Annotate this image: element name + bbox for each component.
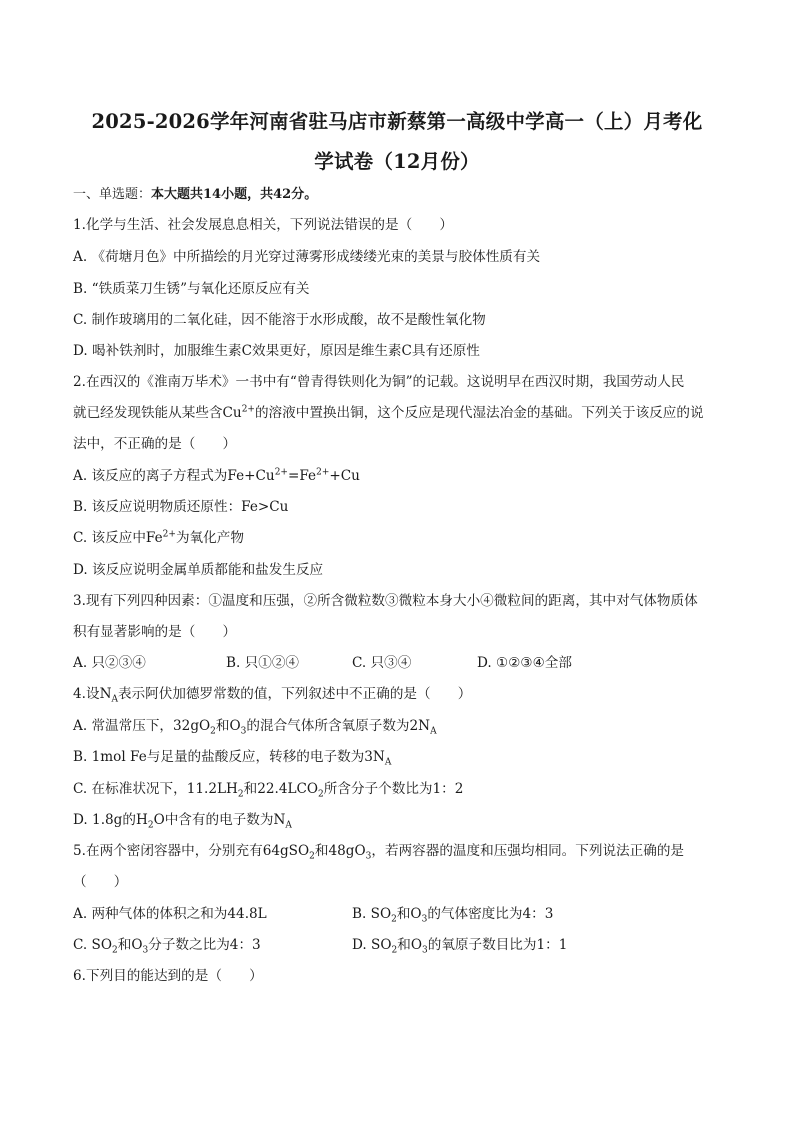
subscript: 2: [318, 789, 324, 800]
subscript: 3: [142, 945, 149, 956]
text-run: 表示阿伏加德罗常数的值，下列叙述中不正确的是（ ）: [117, 686, 472, 702]
question-5-stem-line-2: （ ）: [73, 874, 128, 890]
question-3-stem-line-1: 3.现有下列四种因素：①温度和压强，②所含微粒数③微粒本身大小④微粒间的距离，其中对气体物质体: [73, 593, 698, 609]
subscript: 3: [365, 851, 372, 862]
superscript: 2+: [162, 529, 176, 540]
text-run: 5.在两个密闭容器中，分别充有64gSO: [73, 843, 310, 859]
question-1-stem: 1.化学与生活、社会发展息息相关，下列说法错误的是（ ）: [73, 217, 453, 233]
question-2-option-a: [73, 467, 360, 485]
question-4-option-d: [73, 811, 292, 829]
question-3-option-c: C. 只③④: [352, 655, 412, 671]
text-run: =Fe: [287, 468, 317, 484]
question-5-option-d: [352, 936, 567, 954]
superscript: 2+: [316, 467, 330, 478]
subscript: 2: [391, 914, 397, 925]
text-run: A. 该反应的离子方程式为Fe+Cu: [73, 468, 275, 484]
exam-title-line-1: 2025-2026学年河南省驻马店市新蔡第一高级中学高一（上）月考化: [91, 110, 703, 133]
question-1-option-c: C. 制作玻璃用的二氧化硅，因不能溶于水形成酸，故不是酸性氧化物: [73, 312, 486, 328]
question-2-stem-line-1: 2.在西汉的《淮南万毕术》一书中有“曾青得铁则化为铜”的记载。这说明早在西汉时期，我国劳动人民: [73, 374, 685, 390]
subscript: 2: [391, 945, 398, 956]
subscript: A: [285, 820, 292, 831]
question-4-option-c: [73, 780, 463, 798]
question-1-option-b: B. “铁质菜刀生锈”与氧化还原反应有关: [73, 281, 310, 297]
text-run: 就已经发现铁能从某些含Cu: [73, 405, 242, 421]
question-2-option-c: [73, 529, 244, 547]
subscript: 3: [421, 914, 428, 925]
text-run: 和O: [397, 937, 422, 953]
question-3-option-d: D. ①②③④全部: [477, 655, 572, 671]
exam-title-line-2: 学试卷（12月份）: [314, 150, 480, 173]
section-heading: [73, 186, 317, 204]
section-prefix: 一、单选题：: [73, 187, 152, 202]
section-description: 本大题共14小题，共42分。: [151, 187, 318, 202]
text-run: 和O: [396, 906, 422, 922]
text-run: 和O: [215, 718, 241, 734]
question-3-stem-line-2: 积有显著影响的是（ ）: [73, 624, 237, 640]
subscript: 3: [240, 726, 247, 737]
question-5-stem-line-1: [73, 842, 684, 860]
subscript: 2: [112, 945, 118, 956]
subscript: 3: [422, 945, 428, 956]
text-run: C. 在标准状况下，11.2LH: [73, 781, 238, 797]
question-6-stem: 6.下列目的能达到的是（ ）: [73, 968, 263, 984]
text-run: B. SO: [352, 906, 392, 922]
question-2-option-d: D. 该反应说明金属单质都能和盐发生反应: [73, 562, 324, 578]
subscript: A: [384, 757, 392, 768]
subscript: 2: [210, 726, 216, 737]
question-2-stem-line-3: 法中，不正确的是（ ）: [73, 436, 237, 452]
question-5-option-a: A. 两种气体的体积之和为44.8L: [73, 906, 267, 922]
question-3-option-a: A. 只②③④: [73, 655, 146, 671]
question-4-option-b: [73, 748, 391, 766]
text-run: 分子数之比为4：3: [148, 937, 261, 953]
text-run: 和22.4LCO: [243, 781, 319, 797]
text-run: C. 该反应中Fe: [73, 530, 163, 546]
text-run: ，若两容器的温度和压强均相同。下列说法正确的是: [371, 843, 685, 859]
subscript: 2: [309, 851, 315, 862]
question-5-option-c: [73, 936, 261, 954]
text-run: 和48gO: [314, 843, 366, 859]
question-3-option-b: B. 只①②④: [226, 655, 300, 671]
text-run: 为氧化产物: [175, 530, 244, 546]
text-run: D. 1.8g的H: [73, 812, 148, 828]
question-4-stem: [73, 685, 471, 703]
text-run: 的混合气体所含氧原子数为2N: [246, 718, 431, 734]
subscript: A: [111, 694, 118, 705]
text-run: 和O: [117, 937, 143, 953]
text-run: B. 1mol Fe与足量的盐酸反应，转移的电子数为3N: [73, 749, 385, 765]
text-run: C. SO: [73, 937, 113, 953]
text-run: +Cu: [329, 468, 360, 484]
question-2-stem-line-2: [73, 404, 704, 422]
text-run: 的溶液中置换出铜，这个反应是现代湿法冶金的基础。下列关于该反应的说: [254, 405, 704, 421]
subscript: A: [430, 726, 437, 737]
text-run: 的气体密度比为4：3: [427, 906, 554, 922]
subscript: 2: [147, 820, 154, 831]
text-run: 所含分子个数比为1：2: [323, 781, 464, 797]
question-2-option-b: B. 该反应说明物质还原性：Fe>Cu: [73, 499, 289, 515]
text-run: A. 常温常压下，32gO: [73, 718, 211, 734]
subscript: 2: [237, 789, 244, 800]
question-1-option-a: A. 《荷塘月色》中所描绘的月光穿过薄雾形成缕缕光束的美景与胶体性质有关: [73, 249, 541, 265]
text-run: 4.设N: [73, 686, 112, 702]
superscript: 2+: [241, 404, 255, 415]
text-run: D. SO: [352, 937, 392, 953]
text-run: 的氧原子数目比为1：1: [427, 937, 568, 953]
question-5-option-b: [352, 905, 553, 923]
superscript: 2+: [274, 467, 288, 478]
text-run: O中含有的电子数为N: [153, 812, 286, 828]
question-4-option-a: [73, 717, 437, 735]
question-1-option-d: D. 喝补铁剂时，加服维生素C效果更好，原因是维生素C具有还原性: [73, 343, 480, 359]
